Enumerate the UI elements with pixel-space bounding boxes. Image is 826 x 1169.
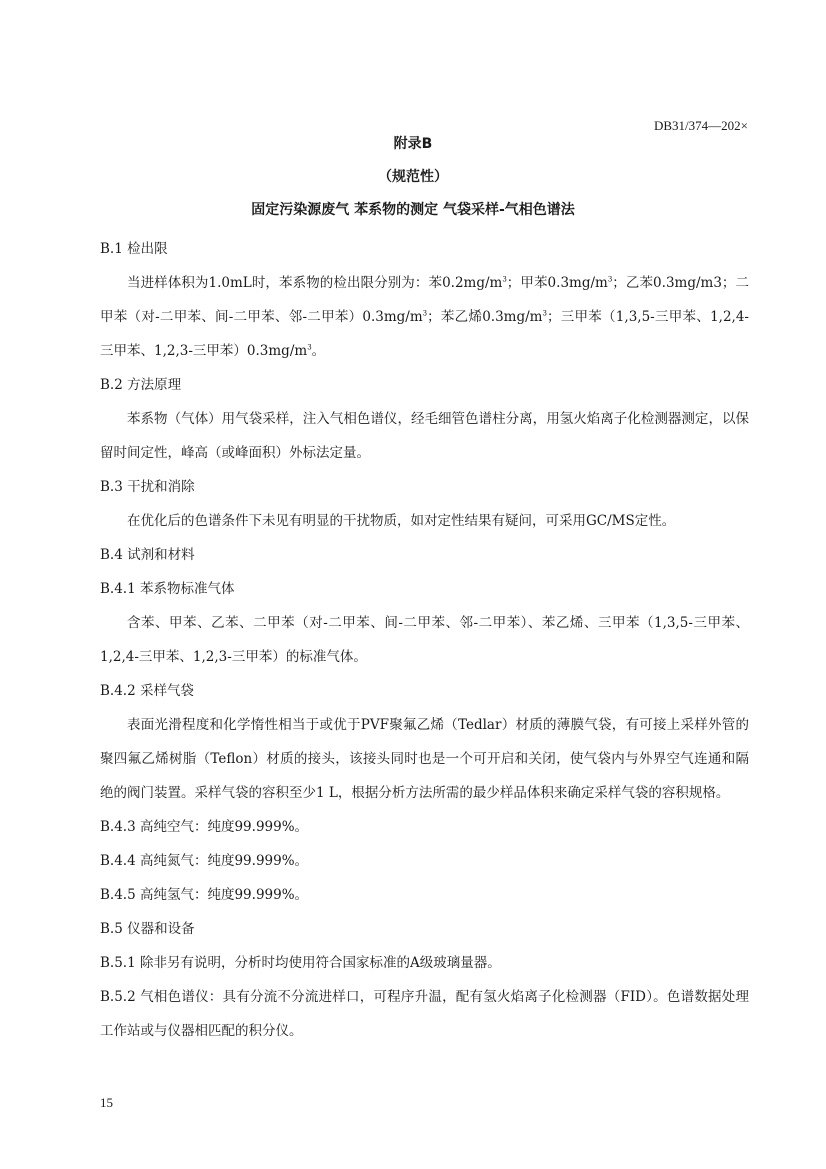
document-body (100, 232, 749, 1048)
section-b41-heading: B.4.1 苯系物标准气体 (100, 581, 235, 597)
section-b5-heading: B.5 仪器和设备 (100, 921, 195, 937)
section-b44-item: B.4.4 高纯氮气：纯度99.999%。 (100, 853, 309, 869)
section-b4-heading: B.4 试剂和材料 (100, 547, 195, 563)
section-b52-item: B.5.2 气相色谱仪：具有分流不分流进样口，可程序升温，配有氢火焰离子化检测器（FID）。色谱数据处理工作站或与仪器相匹配的积分仪。 (100, 989, 749, 1039)
section-b42-paragraph: 表面光滑程度和化学惰性相当于或优于PVF聚氟乙烯（Tedlar）材质的薄膜气袋，有可接上采样外管的聚四氟乙烯树脂（Teflon）材质的接头，该接头同时也是一个可开启和关闭，使气袋内与外界空气连通和隔绝的阀门装置。采样气袋的容积至少1 L，根据分析方法所需的最少样品体积来确定采样气袋的容积规格。 (100, 717, 749, 801)
section-b45-item: B.4.5 高纯氢气：纯度99.999%。 (100, 887, 309, 903)
section-b3-heading: B.3 干扰和消除 (100, 479, 195, 495)
section-b1-paragraph: 当进样体积为1.0mL时，苯系物的检出限分别为：苯$0.2mg/m^3$；甲苯$0.3mg/m^3$；乙苯0.3mg/m3；二甲苯（对-二甲苯、间-二甲苯、邻-二甲苯）$0.3mg/m^3$；苯乙烯$0.3mg/m^3$；三甲苯（1,3,5-三甲苯、1,2,4-三甲苯、1,2,3-三甲苯）$0.3mg/m^3$。 (100, 275, 749, 359)
page-number: 15 (100, 1095, 113, 1110)
section-b2-paragraph: 苯系物（气体）用气袋采样，注入气相色谱仪，经毛细管色谱柱分离，用氢火焰离子化检测器测定，以保留时间定性，峰高（或峰面积）外标法定量。 (100, 411, 749, 461)
section-b3-paragraph: 在优化后的色谱条件下未见有明显的干扰物质，如对定性结果有疑问，可采用GC/MS定性。 (127, 513, 676, 529)
section-b1-heading: B.1 检出限 (100, 241, 168, 257)
appendix-title: 固定污染源废气 苯系物的测定 气袋采样-气相色谱法 (251, 202, 575, 218)
section-b51-item: B.5.1 除非另有说明，分析时均使用符合国家标准的A级玻璃量器。 (100, 955, 501, 971)
appendix-type: （规范性） (378, 169, 448, 185)
section-b42-heading: B.4.2 采样气袋 (100, 683, 194, 699)
appendix-label: 附录B (393, 136, 433, 152)
standard-code: DB31/374—202× (653, 118, 748, 133)
section-b43-item: B.4.3 高纯空气：纯度99.999%。 (100, 819, 309, 835)
section-b2-heading: B.2 方法原理 (100, 377, 182, 393)
section-b41-paragraph: 含苯、甲苯、乙苯、二甲苯（对-二甲苯、间-二甲苯、邻-二甲苯）、苯乙烯、三甲苯（1,3,5-三甲苯、1,2,4-三甲苯、1,2,3-三甲苯）的标准气体。 (100, 615, 749, 665)
